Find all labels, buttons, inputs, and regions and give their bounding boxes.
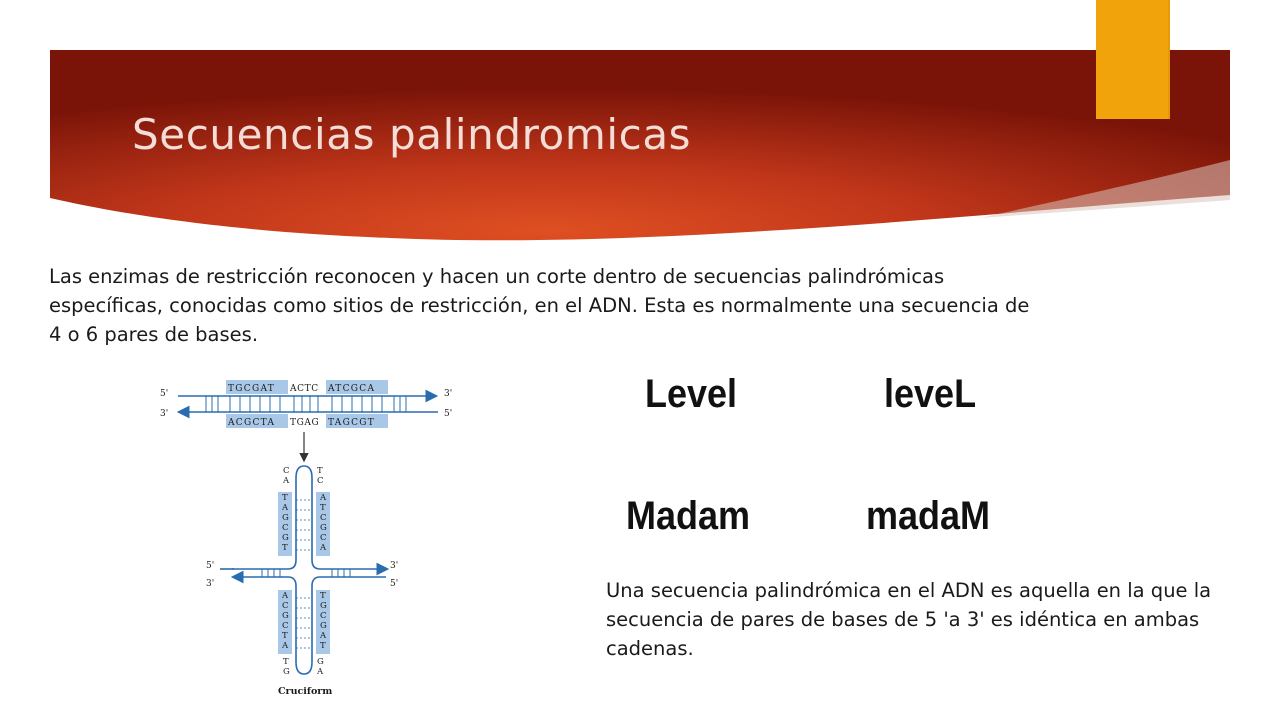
cross-left-5prime: 5': [206, 561, 215, 571]
cross-left-3prime: 3': [206, 579, 215, 589]
upper-loop-right-base: T: [317, 466, 323, 476]
lower-arm-right-base: G: [320, 601, 327, 611]
upper-arm-right-base: C: [320, 513, 327, 523]
cross-right-5prime: 5': [390, 579, 399, 589]
lower-arm-left-base: C: [282, 601, 289, 611]
top-5prime-label: 5': [160, 389, 169, 399]
upper-arm-right-base: A: [320, 493, 327, 503]
upper-arm-right-base: C: [320, 533, 327, 543]
example-madam-reversed: madaM: [866, 494, 991, 538]
top-3prime-label: 3': [444, 389, 453, 399]
lower-loop-right-base: A: [317, 667, 324, 677]
upper-loop-left-base: A: [283, 476, 290, 486]
lower-arm-right-base: T: [320, 591, 326, 601]
example-madam: Madam: [626, 494, 751, 538]
definition-paragraph: Una secuencia palindrómica en el ADN es aquella en la que la secuencia de pares de bases de 5 'a 3' es idéntica en ambas cadenas.: [606, 579, 1212, 660]
upper-arm-right-base: G: [320, 523, 327, 533]
lower-arm-left-base: C: [282, 621, 289, 631]
upper-arm-left-base: T: [282, 493, 288, 503]
bottom-5prime-label: 5': [444, 409, 453, 419]
example-level-reversed: leveL: [884, 372, 977, 416]
accent-tab: [1096, 0, 1170, 119]
upper-arm-left-base: G: [282, 513, 289, 523]
lower-arm-left-base: T: [282, 631, 288, 641]
lower-arm-left-base: A: [282, 591, 289, 601]
upper-arm-right-base: T: [320, 503, 326, 513]
bottom-3prime-label: 3': [160, 409, 169, 419]
bottom-seq-right: TAGCGT: [328, 418, 376, 428]
bottom-seq-mid: TGAG: [290, 418, 320, 428]
top-seq-right: ATCGCA: [328, 384, 376, 394]
upper-loop-left-base: C: [283, 466, 290, 476]
upper-loop-right-base: C: [317, 476, 324, 486]
upper-arm-right-base: A: [320, 543, 327, 553]
cruciform-diagram: [150, 372, 470, 700]
lower-arm-right-base: G: [320, 621, 327, 631]
top-seq-left: TGCGAT: [228, 384, 276, 394]
lower-arm-right-base: A: [320, 631, 327, 641]
upper-arm-left-base: G: [282, 533, 289, 543]
top-seq-mid: ACTC: [290, 384, 319, 394]
bottom-seq-left: ACGCTA: [228, 418, 276, 428]
cruciform-caption: Cruciform: [278, 686, 333, 697]
lower-arm-left-base: G: [282, 611, 289, 621]
example-level: Level: [645, 372, 738, 416]
lower-loop-left-base: T: [283, 657, 289, 667]
lower-loop-left-base: G: [283, 667, 290, 677]
upper-arm-left-base: C: [282, 523, 289, 533]
intro-paragraph: Las enzimas de restricción reconocen y hacen un corte dentro de secuencias palindrómicas específicas, conocidas como sitios de restricción, en el ADN. Esta es normalmente una secuencia de 4 o 6 pares de bases.: [49, 265, 1030, 346]
lower-arm-left-base: A: [282, 641, 289, 651]
slide-title: Secuencias palindromicas: [132, 110, 692, 159]
lower-loop-right-base: G: [317, 657, 324, 667]
cross-right-3prime: 3': [390, 561, 399, 571]
lower-arm-right-base: T: [320, 641, 326, 651]
upper-arm-left-base: A: [282, 503, 289, 513]
lower-arm-right-base: C: [320, 611, 327, 621]
upper-arm-left-base: T: [282, 543, 288, 553]
